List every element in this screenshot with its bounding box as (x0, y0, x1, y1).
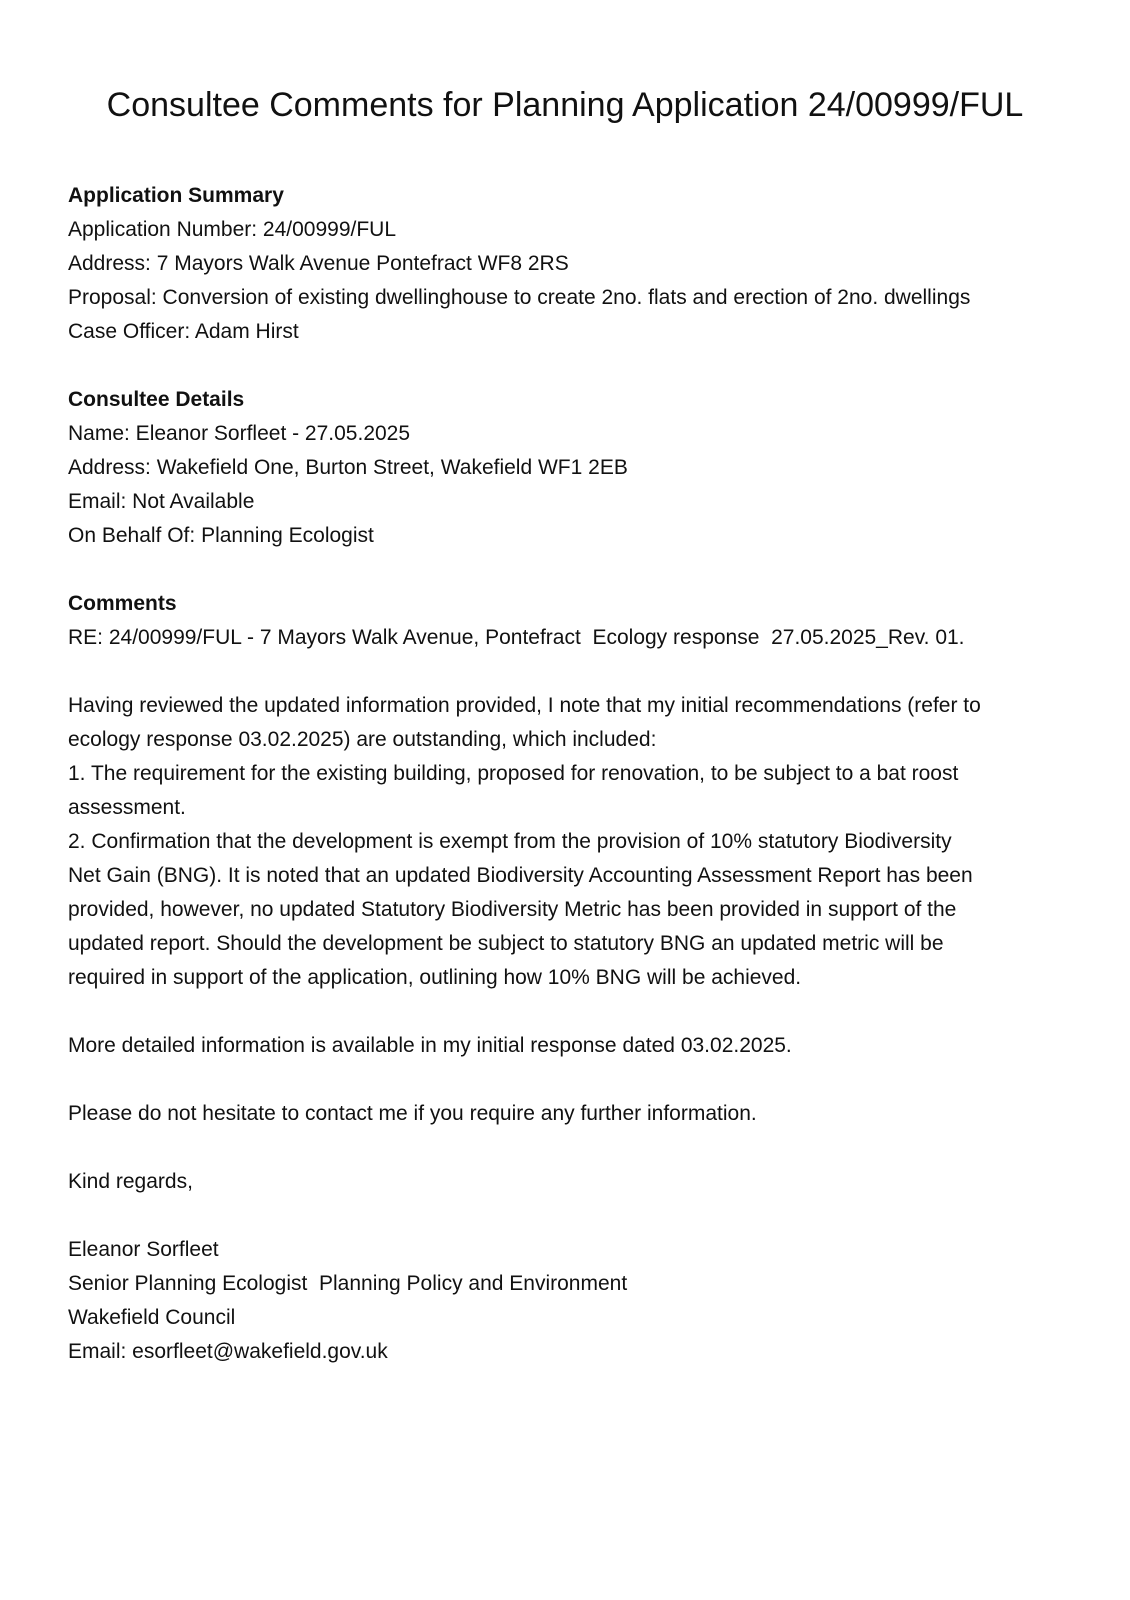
spacer (68, 553, 1068, 587)
document-title: Consultee Comments for Planning Application 24/00999/FUL (106, 86, 1024, 124)
signature-email: Email: esorfleet@wakefield.gov.uk (68, 1340, 388, 1363)
comment-line: Net Gain (BNG). It is noted that an updated Biodiversity Accounting Assessment Report has been (68, 864, 973, 887)
comment-line: ecology response 03.02.2025) are outstanding, which included: (68, 728, 657, 751)
application-summary-heading: Application Summary (68, 184, 284, 207)
comments-paragraph (68, 689, 1068, 995)
comment-line: updated report. Should the development be subject to statutory BNG an updated metric will be (68, 932, 944, 955)
signature-block (68, 1233, 1068, 1369)
comments-heading: Comments (68, 592, 177, 615)
signature-organisation: Wakefield Council (68, 1306, 236, 1329)
case-officer: Case Officer: Adam Hirst (68, 320, 299, 343)
spacer (68, 655, 1068, 689)
consultee-email: Email: Not Available (68, 490, 255, 513)
comment-line: provided, however, no updated Statutory Biodiversity Metric has been provided in support of the (68, 898, 957, 921)
spacer (68, 1131, 1068, 1165)
comments-section (68, 587, 1068, 1369)
consultee-details-heading: Consultee Details (68, 388, 245, 411)
signature-role: Senior Planning Ecologist Planning Policy and Environment (68, 1272, 628, 1295)
comment-line: 1. The requirement for the existing building, proposed for renovation, to be subject to a bat roost (68, 762, 959, 785)
spacer (68, 995, 1068, 1029)
closing-line: Kind regards, (68, 1170, 193, 1193)
consultee-name: Name: Eleanor Sorfleet - 27.05.2025 (68, 422, 411, 445)
application-summary-section (68, 179, 1068, 349)
consultee-address: Address: Wakefield One, Burton Street, Wakefield WF1 2EB (68, 456, 628, 479)
more-info-line: More detailed information is available in my initial response dated 03.02.2025. (68, 1034, 792, 1057)
comment-line: 2. Confirmation that the development is exempt from the provision of 10% statutory Biodiversity (68, 830, 952, 853)
comment-line: Having reviewed the updated information provided, I note that my initial recommendations (refer to (68, 694, 981, 717)
consultee-on-behalf-of: On Behalf Of: Planning Ecologist (68, 524, 374, 547)
application-proposal: Proposal: Conversion of existing dwellinghouse to create 2no. flats and erection of 2no. dwellings (68, 286, 971, 309)
application-number: Application Number: 24/00999/FUL (68, 218, 397, 241)
comment-line: assessment. (68, 796, 186, 819)
consultee-details-section (68, 383, 1068, 553)
contact-line: Please do not hesitate to contact me if you require any further information. (68, 1102, 757, 1125)
spacer (68, 349, 1068, 383)
spacer (68, 1063, 1068, 1097)
comments-re-line: RE: 24/00999/FUL - 7 Mayors Walk Avenue, Pontefract Ecology response 27.05.2025_Rev. 01. (68, 626, 965, 649)
application-address: Address: 7 Mayors Walk Avenue Pontefract WF8 2RS (68, 252, 569, 275)
document-body (68, 179, 1068, 1369)
comment-line: required in support of the application, outlining how 10% BNG will be achieved. (68, 966, 802, 989)
signature-name: Eleanor Sorfleet (68, 1238, 219, 1261)
spacer (68, 1199, 1068, 1233)
